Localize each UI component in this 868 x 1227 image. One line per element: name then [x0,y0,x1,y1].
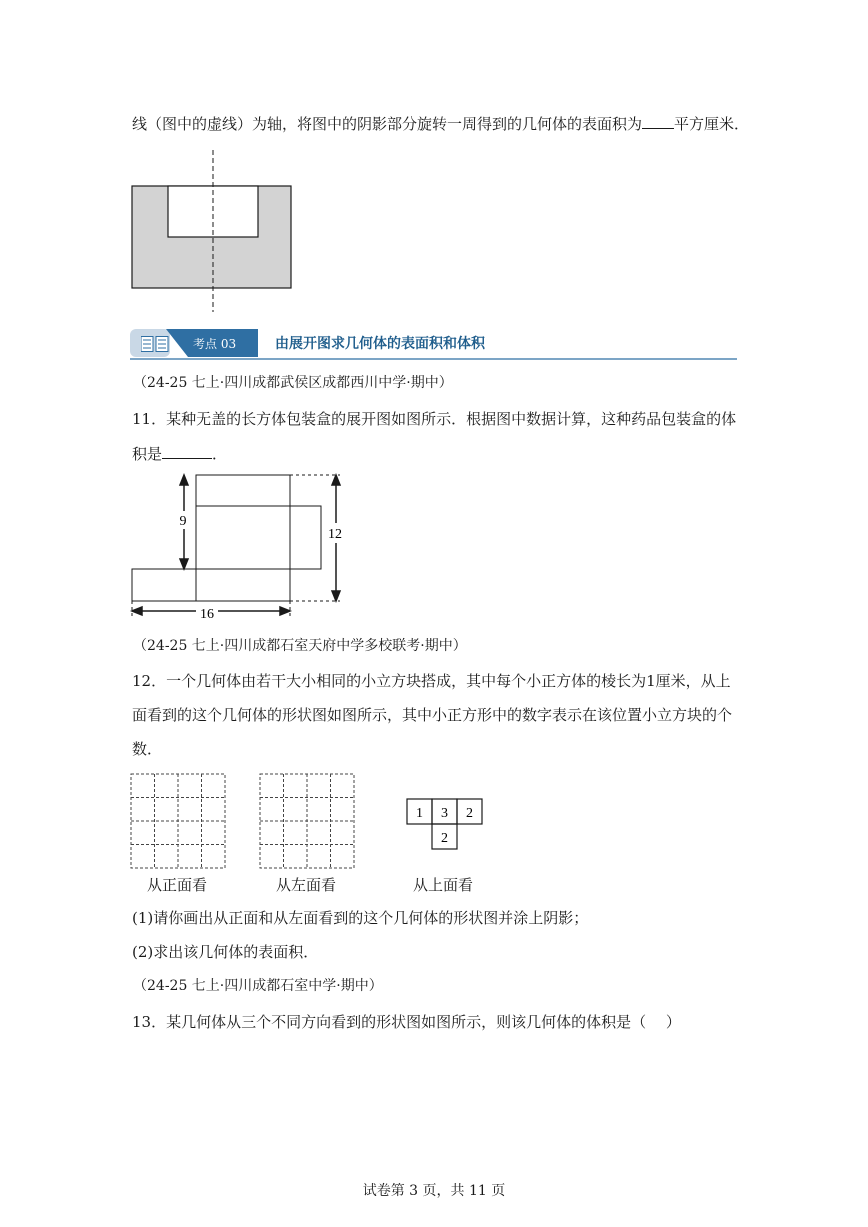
q11-label-12: 12 [328,527,342,542]
q12-top-cell-r1c3: 2 [466,806,473,821]
q11-text-line2 [132,443,227,464]
q12-top-view [405,797,485,852]
q11-text-line1: 11．某种无盖的长方体包装盒的展开图如图所示．根据图中数据计算，这种药品包装盒的体 [132,410,737,428]
q11-net-figure [120,466,360,626]
book-icon [141,336,171,352]
q12-top-cell-r2c2: 2 [441,831,448,846]
q11-side-flap [290,506,321,569]
q11-text-line2-b: ． [212,445,228,463]
q12-left-view-grid[interactable] [259,773,356,870]
q11-source: （24-25 七上·四川成都武侯区成都西川中学·期中） [133,375,453,391]
q12-front-view-grid[interactable] [130,773,227,870]
q10-answer-blank[interactable] [642,113,674,129]
page-footer: 试卷第 3 页，共 11 页 [362,1183,506,1199]
q12-top-cell-r1c2: 3 [441,806,448,821]
q12-top-caption: 从上面看 [413,876,474,894]
section-header [130,326,737,362]
q10-text [132,113,749,134]
q13-source: （24-25 七上·四川成都石室中学·期中） [133,978,383,994]
q12-text-line1: 12．一个几何体由若干大小相同的小立方块搭成，其中每个小正方体的棱长为1厘米，从上 [132,672,731,690]
q12-front-caption: 从正面看 [147,876,208,894]
q12-source: （24-25 七上·四川成都石室天府中学多校联考·期中） [133,638,467,654]
q13-text-line1: 13．某几何体从三个不同方向看到的形状图如图所示，则该几何体的体积是（ ） [132,1013,681,1031]
q11-bottom-flap [132,569,196,601]
q11-main-face [196,475,290,601]
q12-text-line3: 数． [132,740,163,758]
q12-top-cell-r1c1: 1 [416,806,423,821]
section-badge: 考点 03 [193,337,237,351]
q12-left-caption: 从左面看 [276,876,337,894]
q10-text-b: 平方厘米． [674,115,750,133]
q11-label-9: 9 [179,514,187,529]
q12-part1: (1)请你画出从正面和从左面看到的这个几何体的形状图并涂上阴影； [132,909,589,927]
q10-figure [120,148,310,316]
q12-text-line2: 面看到的这个几何体的形状图如图所示，其中小正方形中的数字表示在该位置小立方块的个 [132,706,733,724]
q11-text-line2-a: 积是 [132,445,163,463]
q12-part2: (2)求出该几何体的表面积． [132,943,319,961]
q11-label-16: 16 [200,607,214,622]
q10-text-a: 线（图中的虚线）为轴，将图中的阴影部分旋转一周得到的几何体的表面积为 [132,115,643,133]
section-title: 由展开图求几何体的表面积和体积 [275,336,485,352]
q11-answer-blank[interactable] [162,443,212,459]
